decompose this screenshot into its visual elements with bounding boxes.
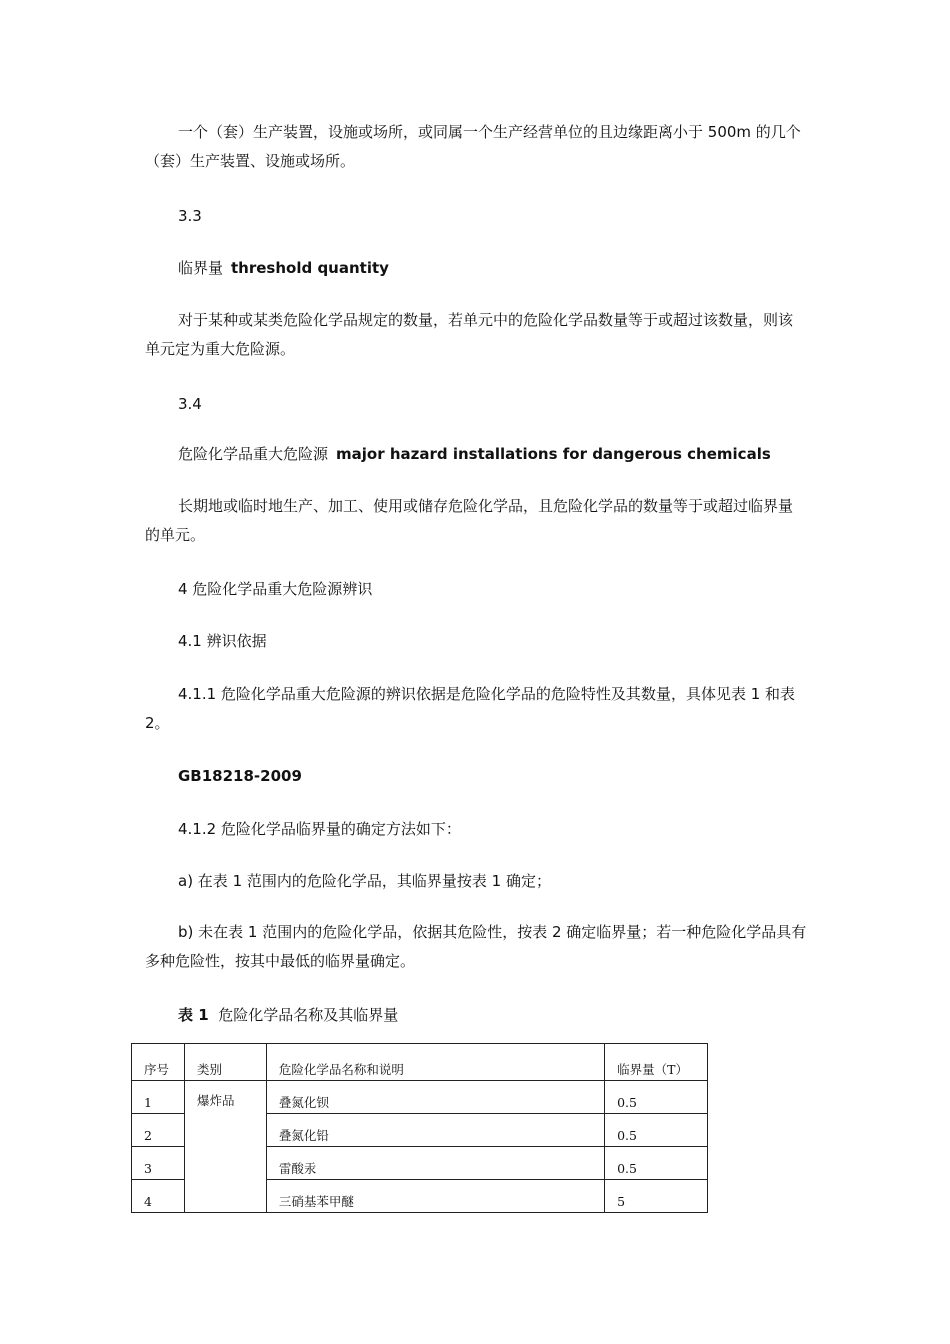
table-caption — [178, 1004, 398, 1026]
section-number-3-3: 3.3 — [178, 207, 202, 225]
hazardous-chemicals-table — [131, 1043, 708, 1213]
term-major-hazard — [178, 443, 771, 465]
cell-name: 叠氮化铅 — [266, 1114, 604, 1147]
paragraph-4-1-2: 4.1.2 危险化学品临界量的确定方法如下： — [178, 820, 461, 838]
table-caption-number: 表 1 — [178, 1006, 209, 1024]
section-heading-4-1: 4.1 辨识依据 — [178, 632, 267, 650]
cell-threshold: 0.5 — [605, 1147, 708, 1180]
cell-name: 叠氮化钡 — [266, 1081, 604, 1114]
standard-code: GB18218-2009 — [178, 767, 302, 785]
paragraph-4-1-1: 4.1.1 危险化学品重大危险源的辨识依据是危险化学品的危险特性及其数量，具体见表 1 和表 2。 — [145, 685, 796, 732]
cell-name: 三硝基苯甲醚 — [266, 1180, 604, 1213]
term-threshold-quantity — [178, 257, 389, 279]
term-en: major hazard installations for dangerous chemicals — [336, 445, 771, 463]
paragraph-definition-major-hazard: 长期地或临时地生产、加工、使用或储存危险化学品，且危险化学品的数量等于或超过临界量的单元。 — [145, 497, 794, 544]
cell-serial: 2 — [132, 1114, 185, 1147]
cell-name: 雷酸汞 — [266, 1147, 604, 1180]
cell-serial: 1 — [132, 1081, 185, 1114]
section-heading-4: 4 危险化学品重大危险源辨识 — [178, 580, 373, 598]
list-item-a: a) 在表 1 范围内的危险化学品，其临界量按表 1 确定； — [178, 872, 551, 890]
section-number-3-4: 3.4 — [178, 395, 202, 413]
cell-serial: 4 — [132, 1180, 185, 1213]
cell-threshold: 0.5 — [605, 1081, 708, 1114]
term-en: threshold quantity — [231, 259, 389, 277]
cell-serial: 3 — [132, 1147, 185, 1180]
header-threshold: 临界量（T） — [605, 1044, 708, 1081]
term-cn: 临界量 — [178, 259, 224, 277]
header-serial: 序号 — [132, 1044, 185, 1081]
header-category: 类别 — [184, 1044, 266, 1081]
cell-category: 爆炸品 — [184, 1081, 266, 1213]
list-item-b: b) 未在表 1 范围内的危险化学品，依据其危险性，按表 2 确定临界量；若一种危险化学品具有多种危险性，按其中最低的临界量确定。 — [145, 923, 807, 970]
term-cn: 危险化学品重大危险源 — [178, 445, 329, 463]
table-row — [132, 1081, 708, 1114]
cell-threshold: 5 — [605, 1180, 708, 1213]
table-header-row — [132, 1044, 708, 1081]
header-name: 危险化学品名称和说明 — [266, 1044, 604, 1081]
paragraph-definition-unit: 一个（套）生产装置，设施或场所，或同属一个生产经营单位的且边缘距离小于 500m 的几个（套）生产装置、设施或场所。 — [145, 123, 801, 170]
paragraph-definition-threshold: 对于某种或某类危险化学品规定的数量，若单元中的危险化学品数量等于或超过该数量，则该单元定为重大危险源。 — [145, 311, 794, 358]
table-caption-text: 危险化学品名称及其临界量 — [218, 1006, 399, 1024]
cell-threshold: 0.5 — [605, 1114, 708, 1147]
